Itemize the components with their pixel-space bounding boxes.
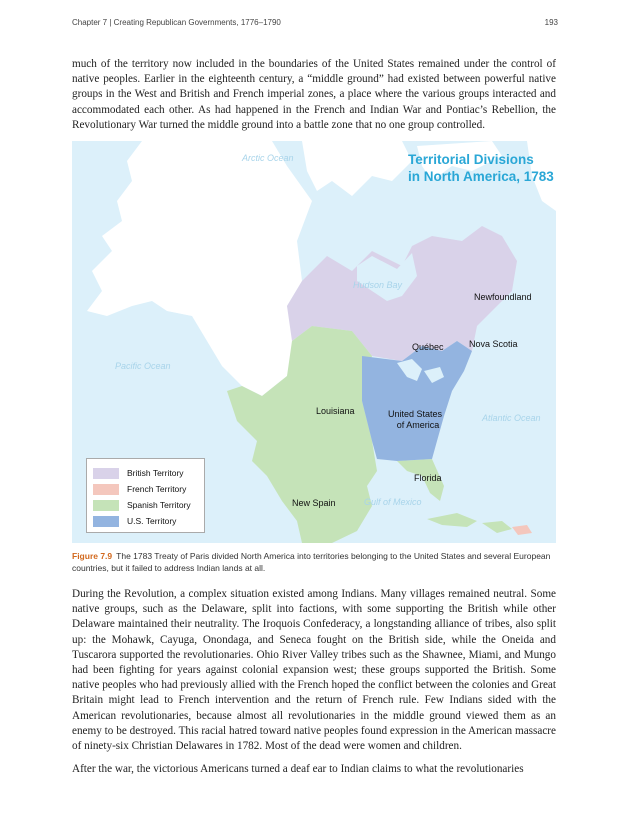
label-florida: Florida	[414, 473, 442, 483]
label-gulf-of-mexico: Gulf of Mexico	[364, 497, 422, 507]
body-paragraph: During the Revolution, a complex situation existed among Indians. Many villages remained neutral. Some native groups, such as the Delaware, split into factions, with some supporting the British while other Delaware maintained their neutrality. The Iroquois Confederacy, a longstanding alliance of tribes, also split up: the Mohawk, Cayuga, Onondaga, and Seneca fought on the British side, while the Oneida and Tuscarora supported the revolutionaries. Ohio River Valley tribes such as the Shawnee, Miami, and Mungo had been fighting for years against colonial expansion west; these groups supported the British. Some native peoples who had previously allied with the French hoped the conflict between the colonies and Great Britain might lead to French intervention and the return of French rule. Few Indians sided with the American revolutionaries, because almost all revolutionaries in the middle ground viewed them as an enemy to be destroyed. This racial hatred toward native peoples found expression in the American massacre of ninety-six Christian Delawares in 1782. Most of the dead were women and children.	[72, 588, 556, 753]
figure-caption	[72, 550, 556, 574]
caption-text: The 1783 Treaty of Paris divided North America into territories belonging to the United States and several European countries, but it failed to address Indian lands at all.	[72, 551, 551, 573]
label-arctic-ocean: Arctic Ocean	[242, 153, 294, 163]
label-nova-scotia: Nova Scotia	[469, 339, 518, 349]
land-northwest	[87, 141, 312, 396]
body-paragraph-last: After the war, the victorious Americans turned a deaf ear to Indian claims to what the revolutionaries	[72, 763, 524, 775]
label-quebec: Québec	[412, 342, 444, 352]
label-atlantic-ocean: Atlantic Ocean	[482, 413, 541, 423]
legend-item: Spanish Territory	[93, 497, 198, 513]
label-united-states: United States of America	[388, 409, 443, 430]
legend-swatch-us	[93, 516, 119, 527]
figure-number: Figure 7.9	[72, 551, 113, 561]
label-pacific-ocean: Pacific Ocean	[115, 361, 171, 371]
intro-paragraph: much of the territory now included in the boundaries of the United States remained under the control of native peoples. Earlier in the eighteenth century, a “middle ground” had existed between powerful native groups in the West and British and French imperial zones, a place where the various groups interacted and accommodated each other. As had happened in the French and Indian War and Pontiac’s Rebellion, the Revolutionary War turned the middle ground into a battle zone that no one group controlled.	[72, 58, 556, 131]
label-louisiana: Louisiana	[316, 406, 355, 416]
territorial-map	[72, 141, 556, 543]
caribbean-islands	[427, 513, 512, 533]
region-us	[362, 341, 472, 461]
label-new-spain: New Spain	[292, 498, 336, 508]
label-hudson-bay: Hudson Bay	[353, 280, 403, 290]
legend-swatch-british	[93, 468, 119, 479]
legend-swatch-french	[93, 484, 119, 495]
map-legend	[86, 458, 205, 533]
page-number: 193	[544, 18, 558, 27]
map-title: Territorial Divisions in North America, 1783	[408, 152, 554, 184]
land-arctic-islands	[302, 141, 412, 196]
legend-item: British Territory	[93, 465, 198, 481]
chapter-title: Chapter 7 | Creating Republican Governments, 1776–1790	[72, 18, 281, 27]
running-head	[72, 18, 558, 27]
legend-item: French Territory	[93, 481, 198, 497]
label-newfoundland: Newfoundland	[474, 292, 532, 302]
haiti-french	[512, 525, 532, 535]
legend-swatch-spanish	[93, 500, 119, 511]
legend-item: U.S. Territory	[93, 513, 198, 529]
